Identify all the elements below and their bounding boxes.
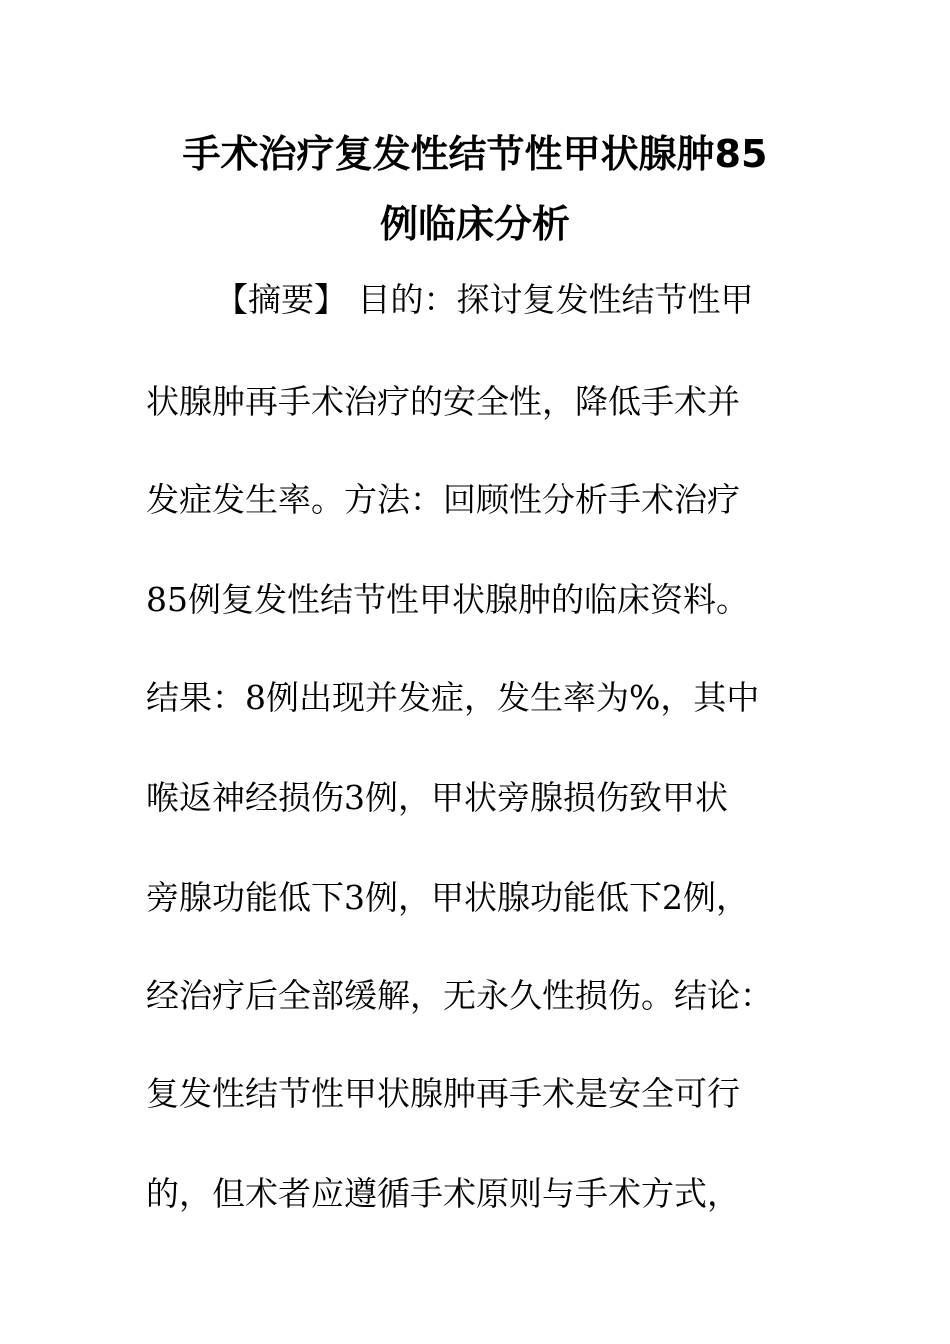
abstract-line-2: 状腺肿再手术治疗的安全性，降低手术并 — [146, 382, 740, 421]
abstract-line-4: 85例复发性结节性甲状腺肿的临床资料。 — [146, 580, 749, 619]
abstract-line-10: 的，但术者应遵循手术原则与手术方式， — [146, 1174, 740, 1213]
abstract-line-6: 喉返神经损伤3例，甲状旁腺损伤致甲状 — [146, 778, 728, 817]
abstract-line-8: 经治疗后全部缓解，无永久性损伤。结论： — [146, 976, 773, 1015]
document-title-line-1: 手术治疗复发性结节性甲状腺肿85 — [182, 132, 768, 176]
abstract-label: 【摘要】 — [215, 280, 347, 319]
abstract-line-9: 复发性结节性甲状腺肿再手术是安全可行 — [146, 1074, 740, 1113]
abstract-line-7: 旁腺功能低下3例，甲状腺功能低下2例， — [146, 878, 749, 917]
abstract-line-5: 结果：8例出现并发症，发生率为%，其中 — [146, 678, 760, 717]
document-title-line-2: 例临床分析 — [379, 202, 570, 246]
abstract-line-3: 发症发生率。方法：回顾性分析手术治疗 — [146, 480, 740, 519]
abstract-line-1 — [215, 280, 875, 320]
abstract-line-1-text: 目的：探讨复发性结节性甲 — [347, 280, 754, 319]
